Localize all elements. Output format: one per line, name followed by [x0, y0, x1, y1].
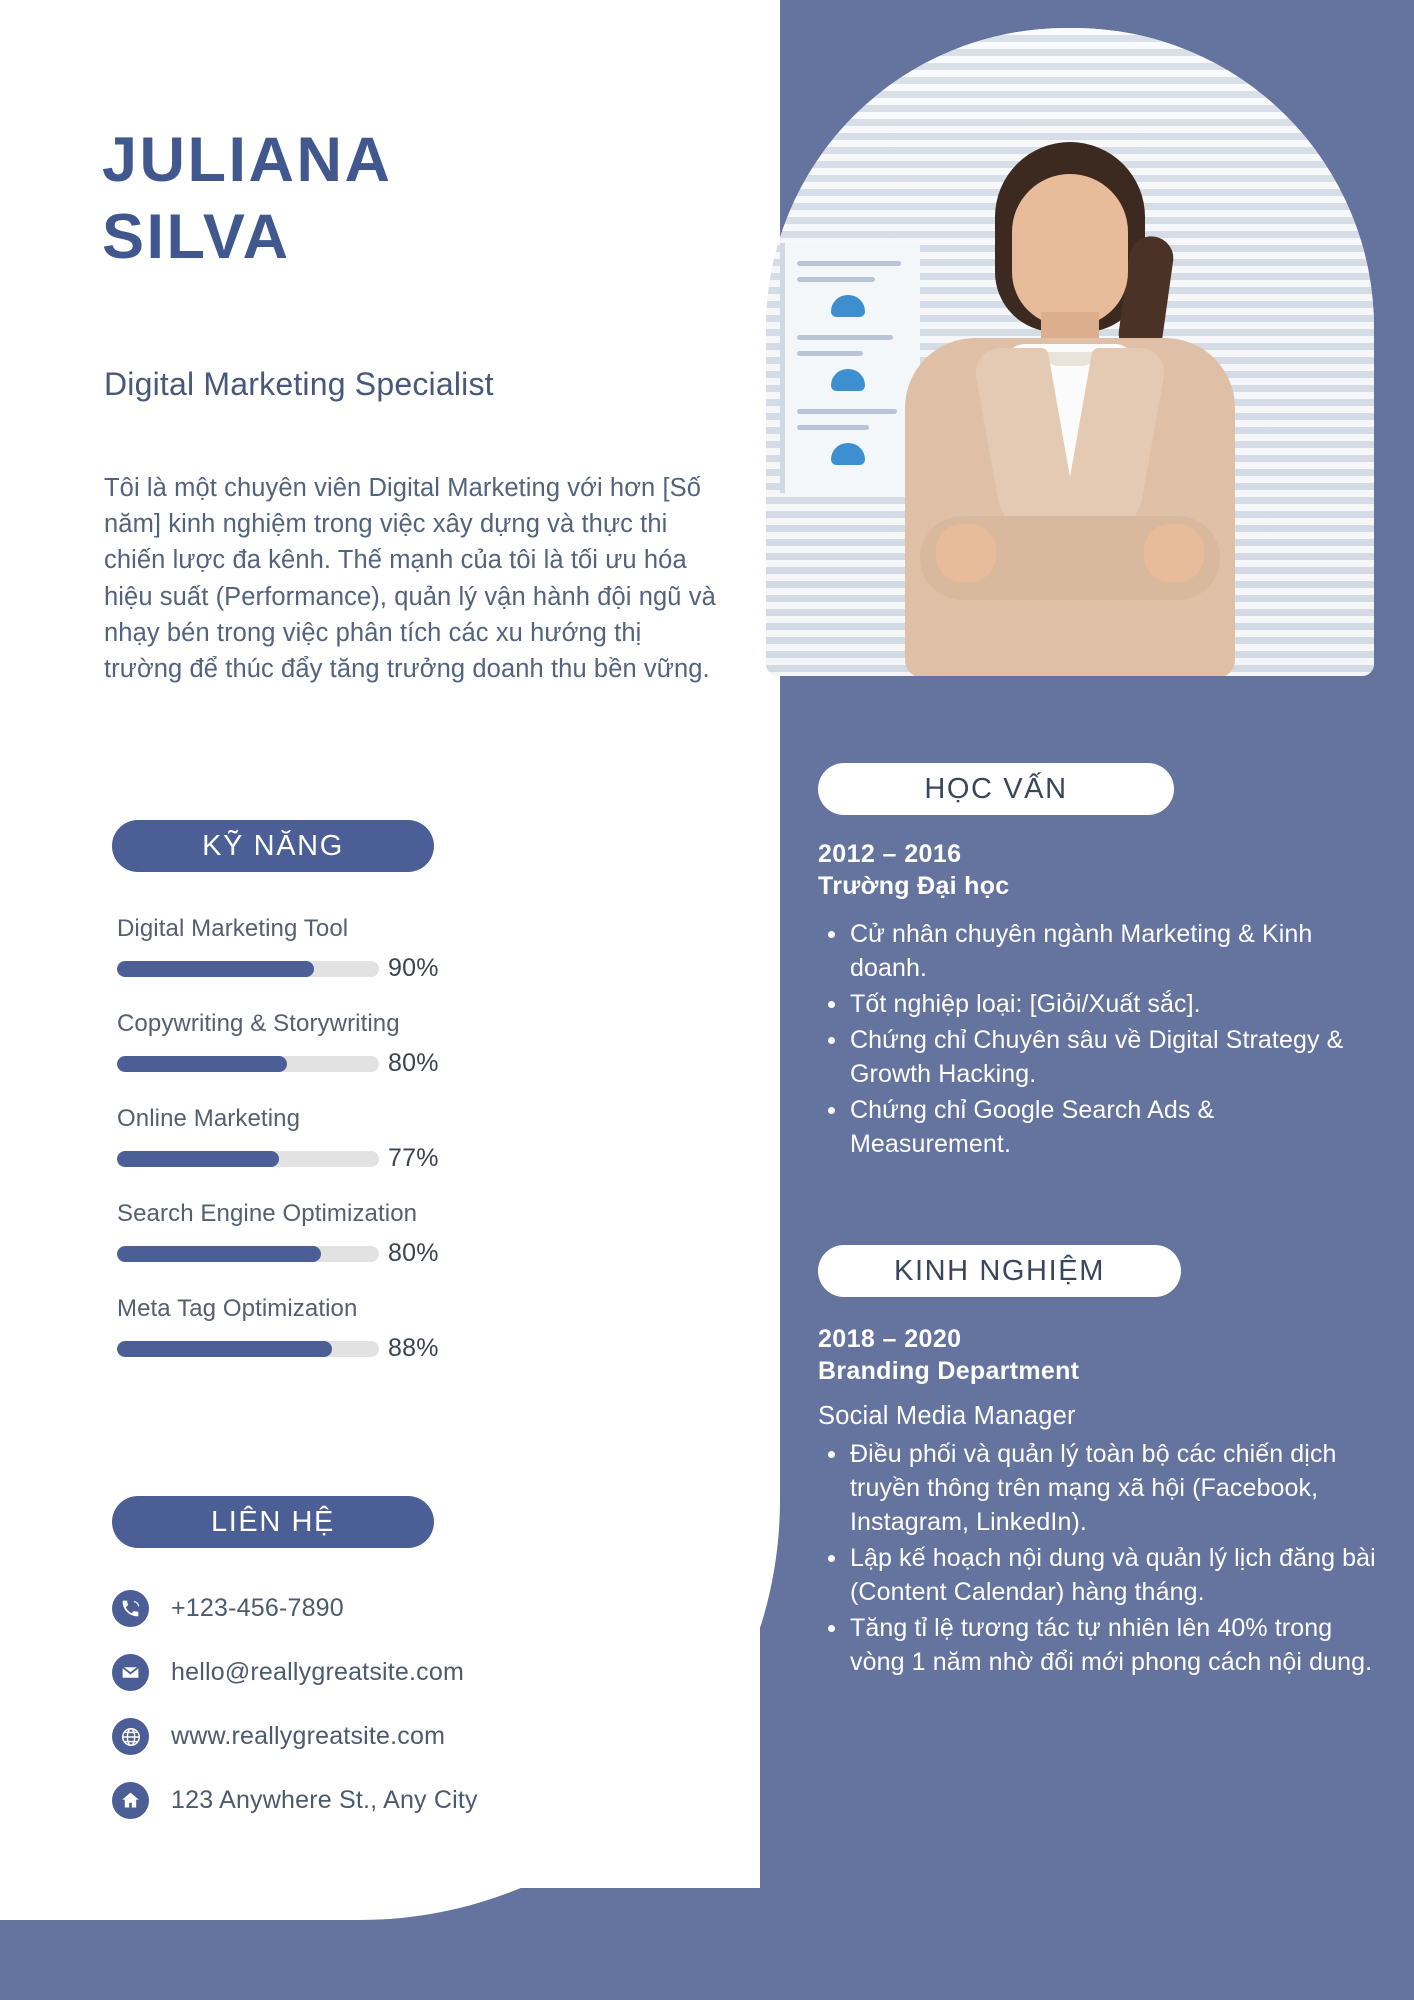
skill-percent: 88% [388, 1334, 439, 1362]
education-bullets [818, 917, 1378, 1161]
list-item: Tốt nghiệp loại: [Giỏi/Xuất sắc]. [818, 987, 1378, 1021]
home-icon [112, 1782, 149, 1819]
skill-progress-fill [117, 1056, 287, 1072]
first-name: JULIANA [102, 125, 393, 195]
skill-progress-fill [117, 1151, 279, 1167]
contact-list [112, 1590, 672, 1846]
skill-label: Search Engine Optimization [117, 1200, 418, 1227]
job-title: Digital Marketing Specialist [104, 366, 494, 402]
education-organization: Trường Đại học [818, 872, 1010, 900]
skill-row [117, 915, 587, 983]
globe-icon [112, 1718, 149, 1755]
skill-percent: 80% [388, 1239, 439, 1267]
list-item: Lập kế hoạch nội dung và quản lý lịch đăng bài (Content Calendar) hàng tháng. [818, 1541, 1378, 1609]
experience-role: Social Media Manager [818, 1402, 1076, 1430]
skill-percent: 90% [388, 954, 439, 982]
list-item: Chứng chỉ Chuyên sâu về Digital Strategy & Growth Hacking. [818, 1023, 1378, 1091]
skill-progress-fill [117, 1341, 332, 1357]
education-section-heading: HỌC VẤN [818, 763, 1174, 815]
right-column [760, 0, 1414, 2000]
contact-address-text: 123 Anywhere St., Any City [171, 1786, 478, 1814]
list-item: Cử nhân chuyên ngành Marketing & Kinh doanh. [818, 917, 1378, 985]
experience-period: 2018 – 2020 [818, 1325, 962, 1353]
skill-label: Online Marketing [117, 1105, 301, 1132]
phone-icon [112, 1590, 149, 1627]
skill-row [117, 1200, 587, 1268]
contact-item-email[interactable] [112, 1654, 672, 1691]
contact-item-phone[interactable] [112, 1590, 672, 1627]
education-block [818, 840, 1378, 1163]
last-name: SILVA [102, 201, 291, 272]
skill-percent: 77% [388, 1144, 439, 1172]
contact-website-text: www.reallygreatsite.com [171, 1722, 446, 1750]
skill-percent: 80% [388, 1049, 439, 1077]
skill-row [117, 1010, 587, 1078]
skill-progress-fill [117, 961, 314, 977]
experience-section-heading: KINH NGHIỆM [818, 1245, 1181, 1297]
education-period: 2012 – 2016 [818, 840, 962, 868]
experience-block [818, 1325, 1378, 1681]
skill-progress-track [117, 961, 379, 977]
skill-label: Copywriting & Storywriting [117, 1010, 400, 1037]
contact-item-address[interactable] [112, 1782, 672, 1819]
contact-section-heading: LIÊN HỆ [112, 1496, 434, 1548]
skill-progress-track [117, 1246, 379, 1262]
skill-row [117, 1295, 587, 1363]
contact-item-website[interactable] [112, 1718, 672, 1755]
skill-label: Digital Marketing Tool [117, 915, 349, 942]
profile-summary: Tôi là một chuyên viên Digital Marketing với hơn [Số năm] kinh nghiệm trong việc xây dựng và thực thi chiến lược đa kênh. Thế mạnh của tôi là tối ưu hóa hiệu suất (Performance), quản lý vận hành đội ngũ và nhạy bén trong việc phân tích các xu hướng thị trường để thúc đẩy tăng trưởng doanh thu bền vững. [104, 474, 716, 684]
list-item: Chứng chỉ Google Search Ads & Measurement. [818, 1093, 1378, 1161]
list-item: Điều phối và quản lý toàn bộ các chiến dịch truyền thông trên mạng xã hội (Facebook, Instagram, LinkedIn). [818, 1437, 1378, 1539]
envelope-icon [112, 1654, 149, 1691]
skills-section-heading: KỸ NĂNG [112, 820, 434, 872]
skill-progress-track [117, 1151, 379, 1167]
experience-bullets [818, 1437, 1378, 1679]
skills-list [117, 915, 587, 1390]
experience-organization: Branding Department [818, 1357, 1080, 1385]
skill-label: Meta Tag Optimization [117, 1295, 358, 1322]
skill-progress-fill [117, 1246, 321, 1262]
candidate-name [102, 122, 702, 276]
skill-progress-track [117, 1056, 379, 1072]
skill-row [117, 1105, 587, 1173]
list-item: Tăng tỉ lệ tương tác tự nhiên lên 40% trong vòng 1 năm nhờ đổi mới phong cách nội dung. [818, 1611, 1378, 1679]
skill-progress-track [117, 1341, 379, 1357]
contact-email-text: hello@reallygreatsite.com [171, 1658, 465, 1686]
contact-phone-text: +123-456-7890 [171, 1594, 344, 1622]
